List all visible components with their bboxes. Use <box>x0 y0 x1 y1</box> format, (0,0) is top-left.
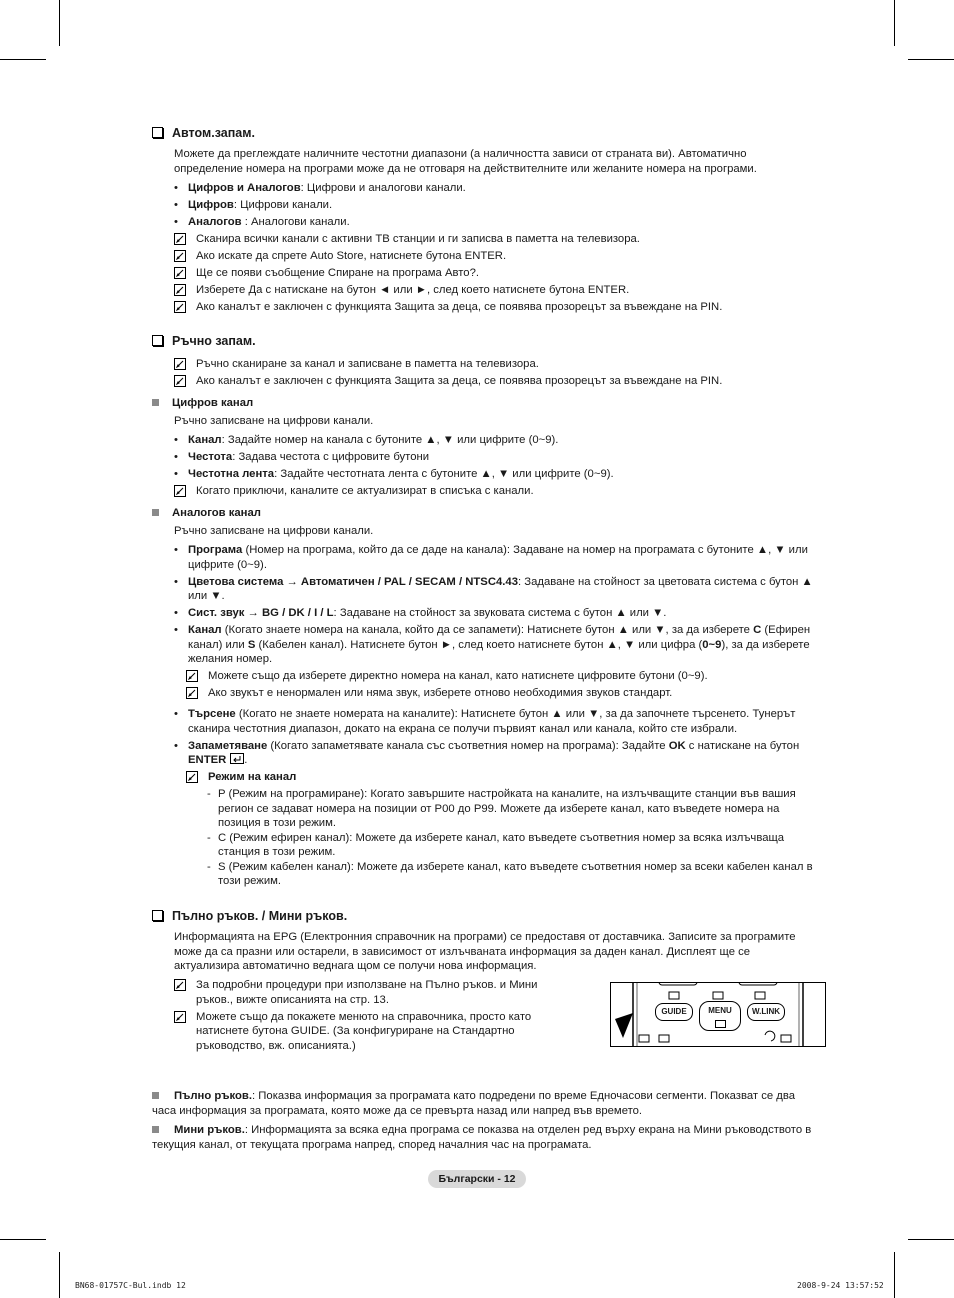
page-number-label: Български - 12 <box>428 1170 526 1188</box>
analog-intro: Ръчно записване на цифрови канали. <box>174 525 374 537</box>
checkbox-square-icon <box>152 127 163 138</box>
crop-mark <box>894 0 895 46</box>
note-icon <box>174 250 186 262</box>
list-item: • Търсене (Когато не знаете номерата на каналите): Натиснете бутон ▲ или ▼, за да започнете търсенето. Тунерът сканира честотния диапазон, докато на екрана се получи първият канал или канала, който сте избрали. <box>174 707 824 736</box>
note-icon <box>174 284 186 296</box>
note-icon <box>186 687 198 699</box>
auto-store-notes <box>174 232 814 317</box>
square-bullet-icon <box>152 1092 159 1099</box>
note-item: Ако звукът е ненормален или няма звук, изберете отново необходимия звуков стандарт. <box>186 686 816 701</box>
note-item: Ако каналът е заключен с функцията Защита за деца, се появява прозорецът за въвеждане на PIN. <box>174 300 814 315</box>
digital-notes <box>174 484 814 501</box>
menu-label: MENU <box>708 1006 732 1015</box>
list-item: - C (Режим ефирен канал): Можете да изберете канал, като въведете съответния номер за всяка излъчваща станция в този режим. <box>207 831 823 860</box>
section-title: Ръчно запам. <box>172 334 256 348</box>
list-item: • Честота: Задава честота с цифровите бутони <box>174 450 814 465</box>
footer-file-info: BN68-01757C-Bul.indb 12 <box>75 1281 186 1290</box>
menu-button <box>699 1001 741 1031</box>
note-icon <box>174 485 186 497</box>
list-item: • Канал (Когато знаете номера на канала, който да се запамети): Натиснете бутон ▲ или ▼, за да изберете C (Ефирен канал) или S (Кабелен канал). Натиснете бутон ►, след което натиснете бутон ▲, ▼ или цифра (0~9), за да изберете желания номер. <box>174 623 814 667</box>
checkbox-square-icon <box>152 335 163 346</box>
note-item: Ако каналът е заключен с функцията Защита за деца, се появява прозорецът за въвеждане на PIN. <box>174 374 814 389</box>
note-item: Режим на канал <box>186 770 816 785</box>
guide-button: GUIDE <box>655 1003 693 1021</box>
crop-mark <box>59 0 60 46</box>
note-icon <box>186 670 198 682</box>
note-icon <box>174 358 186 370</box>
subheading-analog-channel: Аналогов канал <box>152 507 261 519</box>
digital-bullets <box>174 433 814 484</box>
manual-store-notes <box>174 357 814 391</box>
note-item: Изберете Да с натискане на бутон ◄ или ►, след което натиснете бутона ENTER. <box>174 283 814 298</box>
list-item: • Сист. звук → BG / DK / I / L: Задаване на стойност за звуковата система с бутон ▲ или ▼. <box>174 606 814 621</box>
note-item: Ръчно сканиране за канал и записване в паметта на телевизора. <box>174 357 814 372</box>
square-bullet-icon <box>152 1126 159 1133</box>
remote-control-illustration <box>610 982 826 1047</box>
note-icon <box>186 771 198 783</box>
footer-date-info: 2008-9-24 13:57:52 <box>797 1281 884 1290</box>
section-heading-manual-store <box>152 334 256 348</box>
crop-mark <box>0 1239 46 1240</box>
analog-bullets-b <box>174 707 824 770</box>
full-guide-description: Пълно ръков.: Показва информация за програмата като подредени по време Едночасови сегменти. Показват се два часа информация за програмата, която може да се превърта назад или напред във времето. <box>152 1090 796 1117</box>
crop-mark <box>908 1239 954 1240</box>
analog-bullets-a <box>174 543 814 669</box>
checkbox-square-icon <box>152 910 163 921</box>
list-item: • Аналогов : Аналогови канали. <box>174 215 814 230</box>
square-bullet-icon <box>152 399 159 406</box>
note-icon <box>174 301 186 313</box>
crop-mark <box>0 59 46 60</box>
section-title: Пълно ръков. / Мини ръков. <box>172 909 348 923</box>
note-icon <box>174 233 186 245</box>
list-item: - P (Режим на програмиране): Когато завършите настройката на каналите, на излъчващите станции във вашия регион се задават номера на позиции от P00 до P99. Можете да изберете канал, като въведете номера на позиция в този режим. <box>207 787 823 831</box>
list-item: • Запаметяване (Когато запаметявате канала със съответния номер на програма): Задайте OK с натискане на бутон ENTER . <box>174 739 824 768</box>
list-item: • Програма (Номер на програма, който да се даде на канала): Задаване на номер на програмата с бутоните ▲, ▼ или цифрите (0~9). <box>174 543 814 572</box>
program-mode-note <box>186 770 816 787</box>
crop-mark <box>908 59 954 60</box>
menu-grid-icon <box>715 1020 726 1028</box>
list-item: • Честотна лента: Задайте честотната лента с бутоните ▲, ▼ или цифрите (0~9). <box>174 467 814 482</box>
guide-intro: Информацията на EPG (Електронния справочник на програми) се предоставя от доставчика. Записите за програмите може да са празни или остарели, в зависимост от излъчваната информация за даден канал. Дисплеят ще се актуализира автоматично веднага щом се получи нова информация. <box>174 931 796 972</box>
section-heading-guide <box>152 909 347 923</box>
note-item: За подробни процедури при използване на Пълно ръков. и Мини ръков., вижте описанията на стр. 13. <box>174 978 564 1007</box>
subheading-digital-channel: Цифров канал <box>152 397 253 409</box>
note-item: Когато приключи, каналите се актуализират в списъка с канали. <box>174 484 814 499</box>
note-item: Ще се появи съобщение Спиране на програма Авто?. <box>174 266 814 281</box>
note-item: Ако искате да спрете Auto Store, натиснете бутона ENTER. <box>174 249 814 264</box>
list-item: • Цветова система → Автоматичен / PAL / SECAM / NTSC4.43: Задаване на стойност за цветовата система с бутон ▲ или ▼. <box>174 575 814 604</box>
guide-notes <box>174 978 564 1056</box>
note-icon <box>174 267 186 279</box>
digital-intro: Ръчно записване на цифрови канали. <box>174 415 374 427</box>
list-item: • Канал: Задайте номер на канала с бутоните ▲, ▼ или цифрите (0~9). <box>174 433 814 448</box>
crop-mark <box>894 1252 895 1298</box>
list-item: - S (Режим кабелен канал): Можете да изберете канал, като въведете съответния номер за всеки кабелен канал в този режим. <box>207 860 823 889</box>
wlink-button: W.LINK <box>747 1003 785 1021</box>
mini-guide-description: Мини ръков.: Информацията за всяка една програма се показва на отделен ред върху екрана на Мини ръководството в текущия канал, от текущата програма напред, според началния час на програмата. <box>152 1124 812 1151</box>
crop-mark <box>59 1252 60 1298</box>
note-item: Сканира всички канали с активни ТВ станции и ги записва в паметта на телевизора. <box>174 232 814 247</box>
note-item: Можете също да покажете менюто на справочника, просто като натиснете бутона GUIDE. (За конфигуриране на Стандартно ръководство, вж. описанията.) <box>174 1010 564 1054</box>
note-icon <box>174 375 186 387</box>
auto-store-intro: Можете да преглеждате наличните честотни диапазони (а наличността зависи от страната ви). Автоматично определение номера на програми може да не отговаря на действителните или желаните номера на програми. <box>174 148 757 175</box>
section-title: Автом.запам. <box>172 126 255 140</box>
auto-store-bullets <box>174 181 814 232</box>
note-icon <box>174 979 186 991</box>
note-item: Можете също да изберете директно номера на канал, като натиснете цифровите бутони (0~9). <box>186 669 816 684</box>
enter-icon <box>230 753 244 764</box>
section-heading-auto-store <box>152 126 255 140</box>
note-icon <box>174 1011 186 1023</box>
list-item: • Цифров: Цифрови канали. <box>174 198 814 213</box>
square-bullet-icon <box>152 509 159 516</box>
analog-channel-notes <box>186 669 816 703</box>
list-item: • Цифров и Аналогов: Цифрови и аналогови канали. <box>174 181 814 196</box>
program-mode-list <box>207 787 823 889</box>
